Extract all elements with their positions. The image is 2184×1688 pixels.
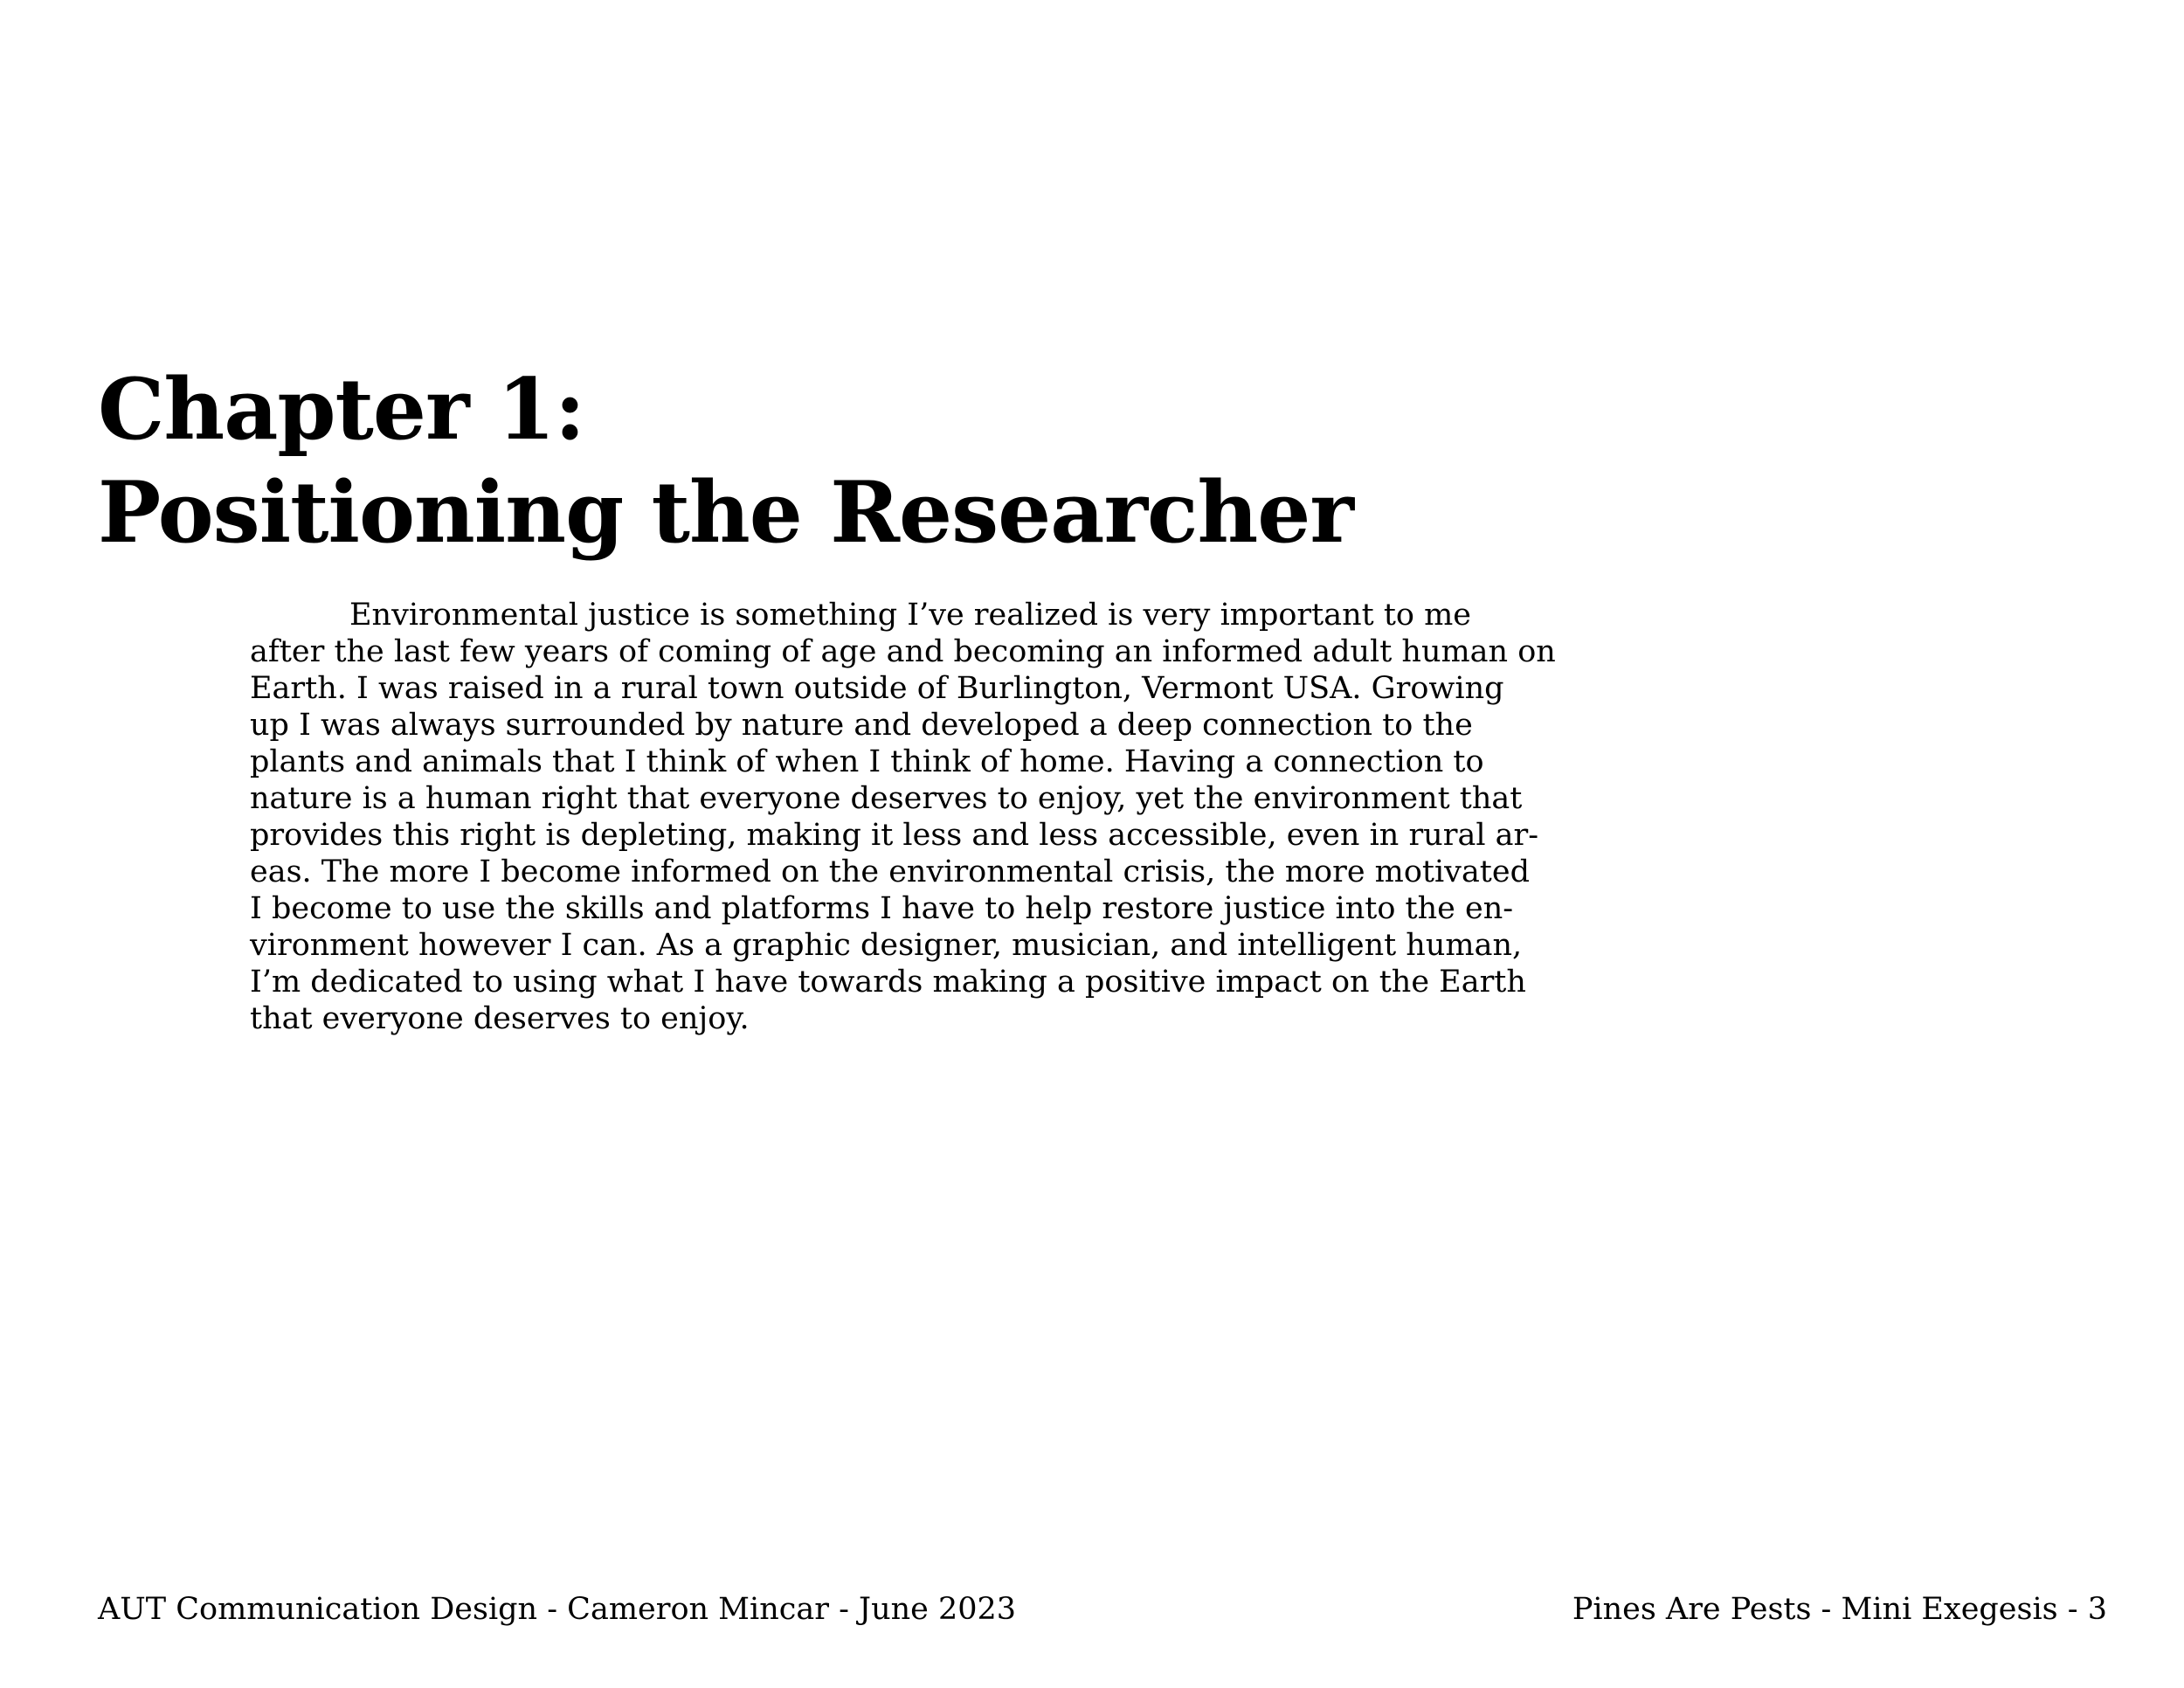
paragraph-line: that everyone deserves to enjoy. [250,1001,750,1036]
paragraph-line: I become to use the skills and platforms I have to help restore justice into the en- [250,891,1514,926]
paragraph-line: after the last few years of coming of age and becoming an informed adult human on [250,634,1556,669]
paragraph-line: up I was always surrounded by nature and developed a deep connection to the [250,708,1473,743]
body-paragraph [250,597,1556,1037]
paragraph-line: plants and animals that I think of when I think of home. Having a connection to [250,744,1484,779]
chapter-title-line-1: Chapter 1: [98,360,585,459]
paragraph-line: I’m dedicated to using what I have towards making a positive impact on the Earth [250,965,1526,1000]
chapter-title [98,358,1353,564]
paragraph-line: Earth. I was raised in a rural town outside of Burlington, Vermont USA. Growing [250,671,1504,706]
footer-left-text: AUT Communication Design - Cameron Mincar - June 2023 [98,1592,1017,1627]
paragraph-line: eas. The more I become informed on the environmental crisis, the more motivated [250,854,1530,889]
paragraph-line: vironment however I can. As a graphic designer, musician, and intelligent human, [250,928,1523,963]
chapter-title-line-2: Positioning the Researcher [98,463,1353,562]
footer-right-text: Pines Are Pests - Mini Exegesis - 3 [1572,1592,2107,1627]
paragraph-line: Environmental justice is something I’ve realized is very important to me [349,598,1471,633]
paragraph-line: nature is a human right that everyone deserves to enjoy, yet the environment that [250,781,1523,816]
paragraph-line: provides this right is depleting, making it less and less accessible, even in rural ar- [250,818,1539,853]
